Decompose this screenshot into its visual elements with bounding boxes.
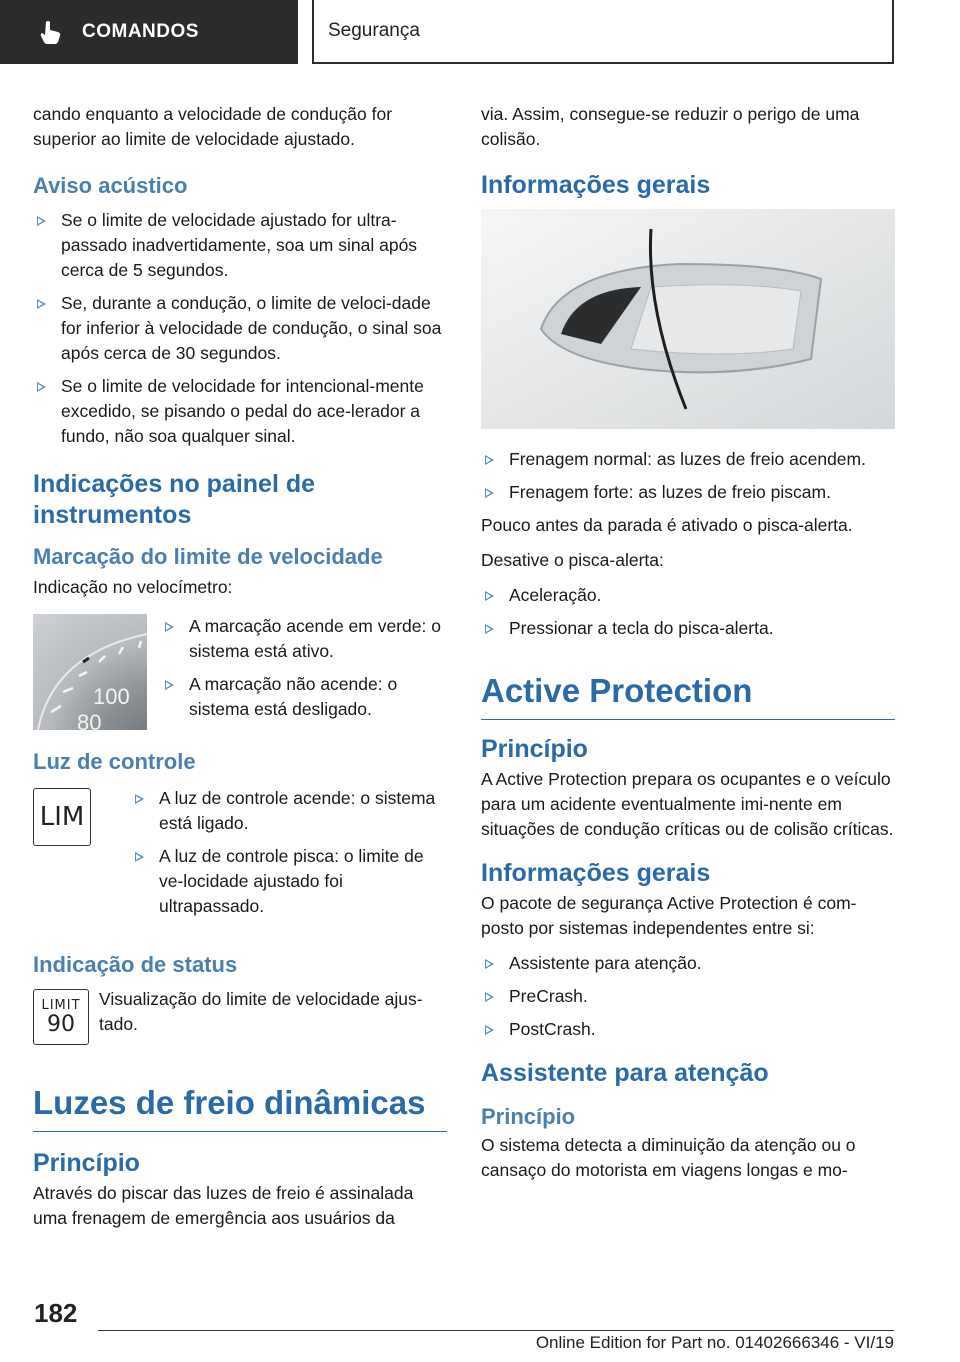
continuation-paragraph: via. Assim, consegue-se reduzir o perigo de uma colisão.	[481, 104, 860, 149]
aviso-list	[33, 208, 447, 449]
list-item: A marcação acende em verde: o sistema está ativo.	[161, 614, 447, 664]
luz-controle-heading: Luz de controle	[33, 749, 196, 774]
list-item: Aceleração.	[481, 583, 895, 608]
list-item: Frenagem normal: as luzes de freio acendem.	[481, 447, 895, 472]
list-item: Assistente para atenção.	[481, 951, 895, 976]
right-column	[481, 102, 895, 1193]
bullet-triangle-icon	[485, 959, 494, 969]
section-label: COMANDOS	[82, 21, 199, 42]
ap-list	[481, 951, 895, 1042]
status-text: Visualização do limite de velocidade ajus-tado.	[99, 989, 423, 1034]
active-protection-heading: Active Protection	[481, 671, 895, 720]
lim-indicator-icon: LIM	[33, 788, 91, 846]
chapter-tab	[312, 0, 894, 64]
speedo-80-label: 80	[77, 710, 102, 730]
principio-heading: Princípio	[33, 1149, 140, 1177]
brake-light-image	[481, 209, 895, 429]
left-column	[33, 102, 447, 1241]
marcacao-text: Indicação no velocímetro:	[33, 577, 233, 597]
desative-list	[481, 583, 895, 641]
bullet-triangle-icon	[37, 382, 46, 392]
status-heading: Indicação de status	[33, 952, 238, 977]
bullet-triangle-icon	[485, 624, 494, 634]
ap-info-heading: Informações gerais	[481, 859, 711, 887]
desative-text: Desative o pisca-alerta:	[481, 550, 664, 570]
ap-principio-text: A Active Protection prepara os ocupantes e o veículo para um acidente eventualmente imi-nente em situações de condução críticas ou de colisão críticas.	[481, 769, 894, 839]
assistente-heading: Assistente para atenção	[481, 1059, 769, 1087]
info-gerais-heading: Informações gerais	[481, 171, 711, 199]
indicacoes-heading: Indicações no painel de instrumentos	[33, 470, 316, 529]
ap-info-text: O pacote de segurança Active Protection é com-posto por sistemas independentes entre si:	[481, 893, 857, 938]
speedometer-image	[33, 614, 147, 730]
intro-paragraph: cando enquanto a velocidade de condução for superior ao limite de velocidade ajustado.	[33, 104, 393, 149]
bullet-triangle-icon	[135, 852, 144, 862]
bullet-triangle-icon	[485, 1025, 494, 1035]
aviso-heading: Aviso acústico	[33, 173, 188, 198]
page-number: 182	[34, 1298, 78, 1328]
assistente-principio-heading: Princípio	[481, 1104, 576, 1129]
list-item: A luz de controle acende: o sistema está ligado.	[131, 786, 447, 836]
bullet-triangle-icon	[485, 591, 494, 601]
list-item: Se o limite de velocidade for intencional-mente excedido, se pisando o pedal do ace-lerador a fundo, não soa qualquer sinal.	[33, 374, 447, 449]
principio-text: Através do piscar das luzes de freio é assinalada uma frenagem de emergência aos usuários da	[33, 1183, 414, 1228]
chapter-label: Segurança	[328, 20, 420, 41]
bullet-triangle-icon	[485, 992, 494, 1002]
list-item: A marcação não acende: o sistema está desligado.	[161, 672, 447, 722]
limit-status-icon: LIMIT 90	[33, 989, 89, 1045]
list-item: A luz de controle pisca: o limite de ve-locidade ajustado foi ultrapassado.	[131, 844, 447, 919]
bullet-triangle-icon	[165, 622, 174, 632]
footer-divider	[98, 1330, 894, 1331]
list-item: Frenagem forte: as luzes de freio piscam.	[481, 480, 895, 505]
luz-list	[131, 786, 447, 919]
list-item: Pressionar a tecla do pisca-alerta.	[481, 616, 895, 641]
list-item: Se, durante a condução, o limite de veloci-dade for inferior à velocidade de condução, o sinal soa após cerca de 30 segundos.	[33, 291, 447, 366]
list-item: PostCrash.	[481, 1017, 895, 1042]
assistente-principio-text: O sistema detecta a diminuição da atenção ou o cansaço do motorista em viagens longas e mo-	[481, 1135, 856, 1180]
bullet-triangle-icon	[485, 488, 494, 498]
marcacao-list	[161, 614, 447, 722]
freio-list	[481, 447, 895, 505]
bullet-triangle-icon	[165, 680, 174, 690]
speedo-100-label: 100	[93, 684, 130, 709]
list-item: Se o limite de velocidade ajustado for ultra-passado inadvertidamente, soa um sinal após cerca de 5 segundos.	[33, 208, 447, 283]
bullet-triangle-icon	[485, 455, 494, 465]
list-item: PreCrash.	[481, 984, 895, 1009]
ap-principio-heading: Princípio	[481, 735, 588, 763]
hand-pointer-icon	[38, 19, 64, 45]
marcacao-heading: Marcação do limite de velocidade	[33, 544, 383, 569]
pouco-antes-text: Pouco antes da parada é ativado o pisca-alerta.	[481, 515, 853, 535]
section-tab	[0, 0, 298, 64]
bullet-triangle-icon	[37, 299, 46, 309]
edition-text: Online Edition for Part no. 01402666346 - VI/19	[535, 1333, 894, 1352]
luzes-freio-heading: Luzes de freio dinâmicas	[33, 1083, 447, 1132]
tail-light-illustration-icon	[481, 209, 895, 429]
bullet-triangle-icon	[37, 216, 46, 226]
bullet-triangle-icon	[135, 794, 144, 804]
